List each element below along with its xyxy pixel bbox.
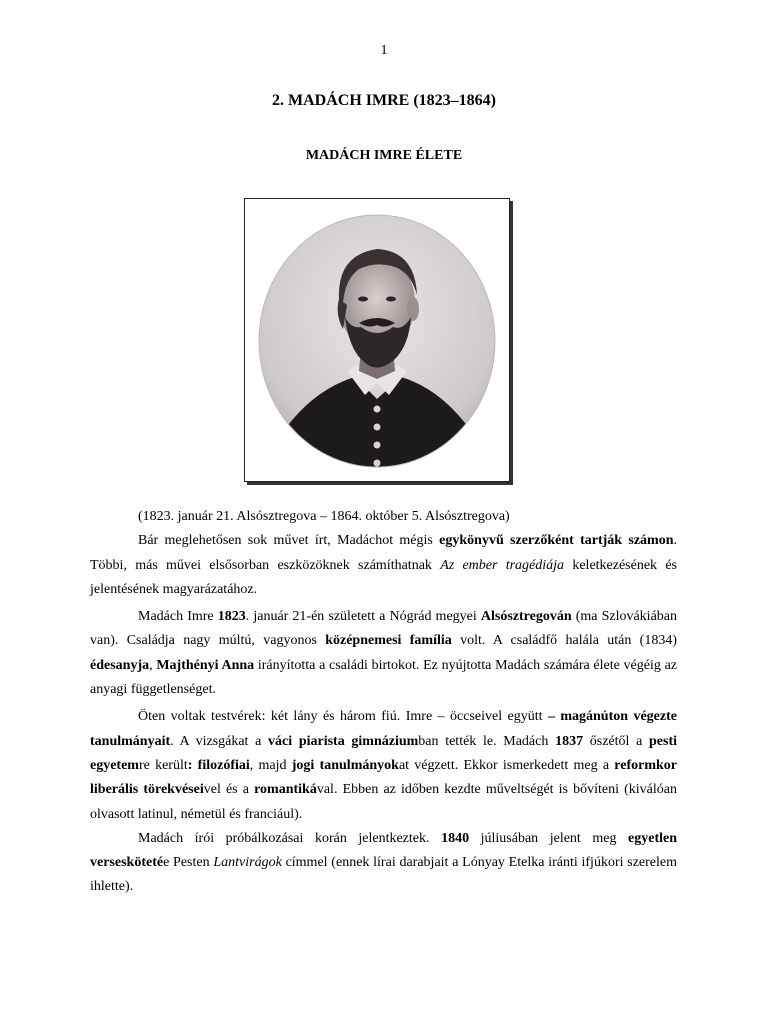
text: irányította a családi birtokot. Ez nyújtotta Madách számára élete végéig az anyagi függetlenséget. bbox=[90, 657, 677, 698]
text: re került bbox=[138, 757, 188, 773]
bold-text: Majthényi Anna bbox=[156, 657, 255, 673]
text: , majd bbox=[249, 757, 292, 773]
text: júliusában jelent meg bbox=[469, 830, 629, 846]
bold-text: romantiká bbox=[254, 782, 317, 798]
text: . Többi, más művei elsősorban eszközöknek számíthatnak bbox=[90, 533, 678, 573]
bold-text: édesanyja bbox=[90, 657, 150, 673]
text: e Pesten bbox=[163, 855, 214, 871]
text: . január 21-én született a Nógrád megyei bbox=[245, 609, 481, 625]
bold-text: váci piarista gimnázium bbox=[268, 733, 419, 749]
birth-death-line: (1823. január 21. Alsósztregova – 1864. október 5. Alsósztregova) bbox=[138, 509, 510, 524]
paragraph-4 bbox=[90, 827, 677, 900]
bold-text: pesti egyetem bbox=[90, 733, 677, 773]
text: , bbox=[149, 657, 157, 673]
bold-text: jogi tanulmányok bbox=[291, 757, 399, 773]
bold-text: – magánúton végezte tanulmányait bbox=[90, 709, 677, 749]
bold-text: 1840 bbox=[441, 830, 470, 846]
bold-text: Alsósztregován bbox=[480, 609, 572, 625]
text: volt. A családfő halála után (1834) bbox=[451, 633, 677, 649]
bold-text: egykönyvű szerzőként tartják számon bbox=[439, 533, 674, 549]
bold-text: 1837 bbox=[555, 733, 584, 749]
bold-text: középnemesi família bbox=[325, 633, 452, 649]
text: at végzett. Ekkor ismerkedett meg a bbox=[398, 757, 615, 773]
section-title: MADÁCH IMRE ÉLETE bbox=[305, 148, 463, 163]
bold-text: : filozófiai bbox=[187, 757, 250, 773]
chapter-title: 2. MADÁCH IMRE (1823–1864) bbox=[272, 92, 496, 109]
text: keletkezésének és jelentésének magyarázatához. bbox=[90, 557, 677, 597]
italic-title: Az ember tragédiája bbox=[440, 557, 565, 573]
text: őszétől a bbox=[583, 733, 649, 749]
bold-text: reformkor liberális törekvései bbox=[90, 757, 678, 798]
text: Öten voltak testvérek: két lány és három fiú. Imre – öccseivel együtt bbox=[138, 709, 548, 725]
text: Bár meglehetősen sok művet írt, Madáchot mégis bbox=[138, 533, 440, 549]
paragraph-2 bbox=[90, 605, 677, 702]
italic-title: Lantvirágok bbox=[213, 855, 282, 871]
portrait-photo-icon bbox=[245, 199, 509, 481]
paragraph-3 bbox=[90, 705, 677, 826]
paragraph-1 bbox=[90, 529, 677, 602]
body-text bbox=[90, 505, 677, 900]
text: címmel (ennek lírai darabjait a Lónyay Etelka iránti ifjúkori szerelem ihlette). bbox=[90, 855, 677, 895]
text: vel és a bbox=[203, 782, 255, 798]
bold-text: egyetlen versesköteté bbox=[90, 830, 678, 871]
text: Madách Imre bbox=[138, 609, 218, 625]
text: val. Ebben az időben kezdte műveltségét is bővíteni (kiválóan olvasott latinul, németül és franciául). bbox=[90, 782, 678, 822]
page-number: 1 bbox=[380, 43, 388, 58]
portrait-frame bbox=[244, 198, 510, 482]
text: Madách írói próbálkozásai korán jelentkeztek. bbox=[138, 830, 442, 846]
text: ban tették le. Madách bbox=[418, 733, 556, 749]
text: . A vizsgákat a bbox=[170, 733, 269, 749]
text: (ma Szlovákiában van). Családja nagy múltú, vagyonos bbox=[90, 609, 678, 649]
bold-text: 1823 bbox=[217, 609, 246, 625]
